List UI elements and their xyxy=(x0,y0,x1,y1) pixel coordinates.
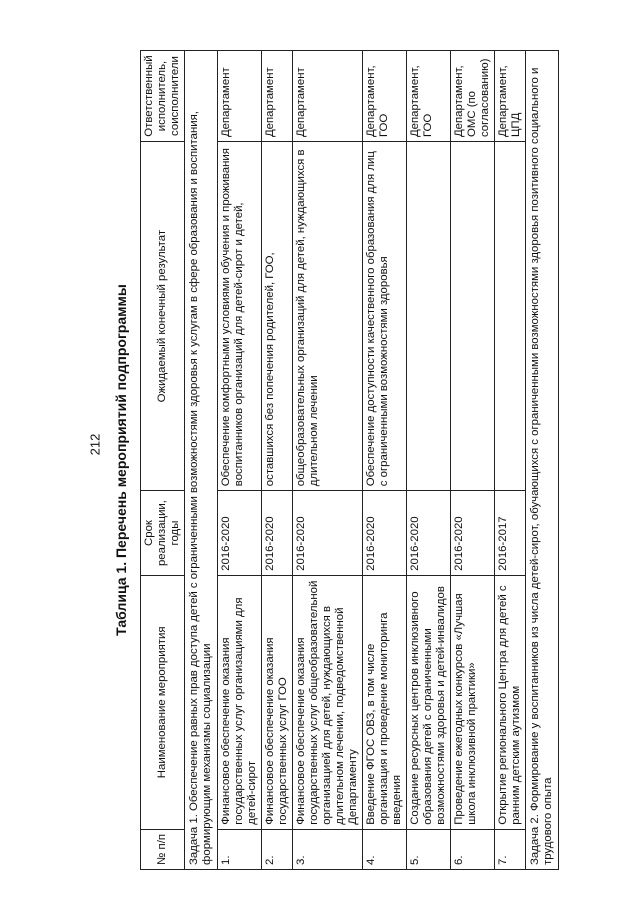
cell-name: Создание ресурсных центров инклюзивного образования детей с ограниченными возможностями здоровья и детей-инвалидов xyxy=(407,575,451,829)
cell-term: 2016-2020 xyxy=(218,491,262,576)
table-row xyxy=(293,51,363,870)
table-row xyxy=(495,51,526,870)
table-row xyxy=(363,51,407,870)
cell-result xyxy=(451,142,495,491)
table-header-row xyxy=(141,51,185,870)
header-num: № п/п xyxy=(141,829,185,869)
task-2-row xyxy=(526,51,559,870)
header-executor: Ответственный исполнитель, соисполнители xyxy=(141,51,185,142)
cell-result xyxy=(407,142,451,491)
table-row xyxy=(218,51,262,870)
table-row xyxy=(451,51,495,870)
rotated-page-content xyxy=(110,50,610,870)
cell-term: 2016-2020 xyxy=(451,491,495,576)
cell-name: Введение ФГОС ОВЗ, в том числе организация и проведение мониторинга введения xyxy=(363,575,407,829)
cell-name: Проведение ежегодных конкурсов «Лучшая школа инклюзивной практики» xyxy=(451,575,495,829)
header-term: Срок реализации, годы xyxy=(141,491,185,576)
cell-result: оставшихся без попечения родителей, ГОО, xyxy=(262,142,293,491)
cell-result: общеобразовательных организаций для детей, нуждающихся в длительном лечении xyxy=(293,142,363,491)
cell-executor: Департамент, ОМС (по согласованию) xyxy=(451,51,495,142)
cell-executor: Департамент, ГОО xyxy=(363,51,407,142)
measures-table xyxy=(140,50,559,870)
cell-term: 2016-2020 xyxy=(293,491,363,576)
cell-executor: Департамент, ЦПД xyxy=(495,51,526,142)
cell-num: 5. xyxy=(407,829,451,869)
page-number: 212 xyxy=(87,433,103,456)
cell-name: Финансовое обеспечение оказания государственных услуг общеобразовательной организацией для детей, нуждающихся в длительном лечении, подведомственной Департаменту xyxy=(293,575,363,829)
task-1-row xyxy=(185,51,218,870)
cell-result: Обеспечение доступности качественного образования для лиц с ограниченными возможностями здоровья xyxy=(363,142,407,491)
cell-term: 2016-2020 xyxy=(262,491,293,576)
cell-num: 4. xyxy=(363,829,407,869)
task-2-text: Задача 2. Формирование у воспитанников из числа детей-сирот, обучающихся с ограниченными возможностями здоровья позитивного социального и трудового опыта xyxy=(526,51,559,870)
cell-executor: Департамент xyxy=(262,51,293,142)
cell-name: Финансовое обеспечение оказания государственных услуг ГОО xyxy=(262,575,293,829)
cell-num: 3. xyxy=(293,829,363,869)
cell-name: Открытие регионального Центра для детей с ранним детским аутизмом xyxy=(495,575,526,829)
cell-num: 1. xyxy=(218,829,262,869)
cell-term: 2016-2020 xyxy=(363,491,407,576)
cell-executor: Департамент xyxy=(218,51,262,142)
cell-result: Обеспечение комфортными условиями обучения и проживания воспитанников организаций для детей-сирот и детей, xyxy=(218,142,262,491)
cell-name: Финансовое обеспечение оказания государственных услуг организациями для детей-сирот xyxy=(218,575,262,829)
header-name: Наименование мероприятия xyxy=(141,575,185,829)
table-row xyxy=(262,51,293,870)
cell-result xyxy=(495,142,526,491)
cell-num: 2. xyxy=(262,829,293,869)
cell-num: 7. xyxy=(495,829,526,869)
cell-num: 6. xyxy=(451,829,495,869)
table-title: Таблица 1. Перечень мероприятий подпрограммы xyxy=(113,284,129,636)
table-row xyxy=(407,51,451,870)
header-result: Ожидаемый конечный результат xyxy=(141,142,185,491)
cell-executor: Департамент, ГОО xyxy=(407,51,451,142)
cell-executor: Департамент xyxy=(293,51,363,142)
cell-term: 2016-2017 xyxy=(495,491,526,576)
cell-term: 2016-2020 xyxy=(407,491,451,576)
task-1-text: Задача 1. Обеспечение равных прав доступа детей с ограниченными возможностями здоровья к услугам в сфере образования и воспитания, формирующим механизмы социализации xyxy=(185,51,218,870)
